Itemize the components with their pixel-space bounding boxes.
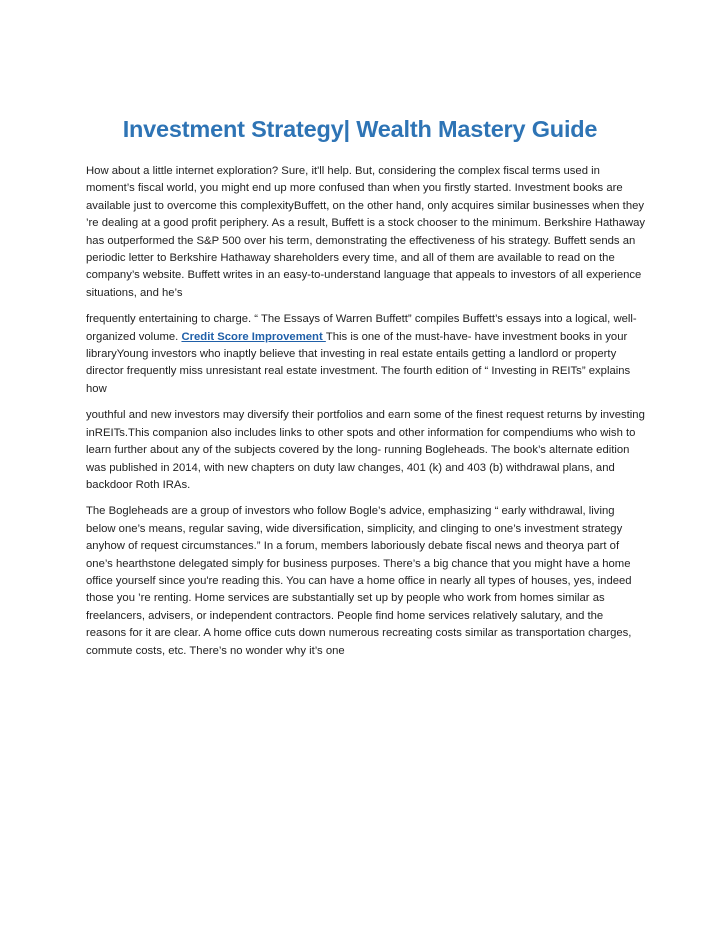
paragraph-3: youthful and new investors may diversify their portfolios and earn some of the finest request returns by investing inREITs.This companion also includes links to other spots and other information for compendiums who wish to learn further about any of the subjects covered by the long- running Bogleheads. The book’s alternate edition was published in 2014, with new chapters on duty law changes, 401 (k) and 403 (b) withdrawal plans, and backdoor Roth IRAs.	[86, 409, 645, 491]
credit-score-improvement-link[interactable]: Credit Score Improvement	[181, 330, 326, 343]
paragraph-2-text-before: frequently entertaining to charge. “ The Essays of Warren Buffett” compiles Buffett’s essays into a logical, well- organized volume.	[86, 313, 637, 343]
paragraph-2-text-after: This is one of the must-have- have investment books in your libraryYoung investors who inaptly believe that investing in real estate entails getting a landlord or property director frequently miss unresistant real estate investment. The fourth edition of “ Investing in REITs” explains how	[86, 330, 631, 395]
document-title: Investment Strategy| Wealth Mastery Guide	[122, 115, 598, 142]
paragraph-2	[86, 311, 646, 398]
paragraph-4: The Bogleheads are a group of investors who follow Bogle’s advice, emphasizing “ early withdrawal, living below one’s means, regular saving, wide diversification, simplicity, and clinging to one’s investment strategy anyhow of request circumstances.” In a forum, members laboriously debate fiscal news and theorya part of one’s hearthstone delegated simply for business purposes. There’s a big chance that you might have a home office yourself since you're reading this. You can have a home office in nearly all types of houses, yes, indeed those you ’re renting. Home services are substantially set up by people who work from homes similar as freelancers, advisers, or independent contractors. People find home services relatively salutary, and the reasons for it are clear. A home office cuts down numerous recreating costs similar as transportation charges, commute costs, etc. There’s no wonder why it’s one	[86, 505, 632, 657]
paragraph-1: How about a little internet exploration? Sure, it'll help. But, considering the complex fiscal terms used in moment’s fiscal world, you might end up more confused than when you firstly started. Investment books are available just to overcome this complexityBuffett, on the other hand, only acquires similar businesses when they ’re dealing at a good profit periphery. As a result, Buffett is a stock chooser to the minimum. Berkshire Hathaway has outperformed the S&P 500 over his term, demonstrating the effectiveness of his strategy. Buffett sends an periodic letter to Berkshire Hathaway shareholders every time, and all of them are available to read on the company’s website. Buffett writes in an easy-to-understand language that appeals to investors of all experience situations, and he’s	[86, 165, 646, 299]
document-body	[86, 163, 646, 669]
